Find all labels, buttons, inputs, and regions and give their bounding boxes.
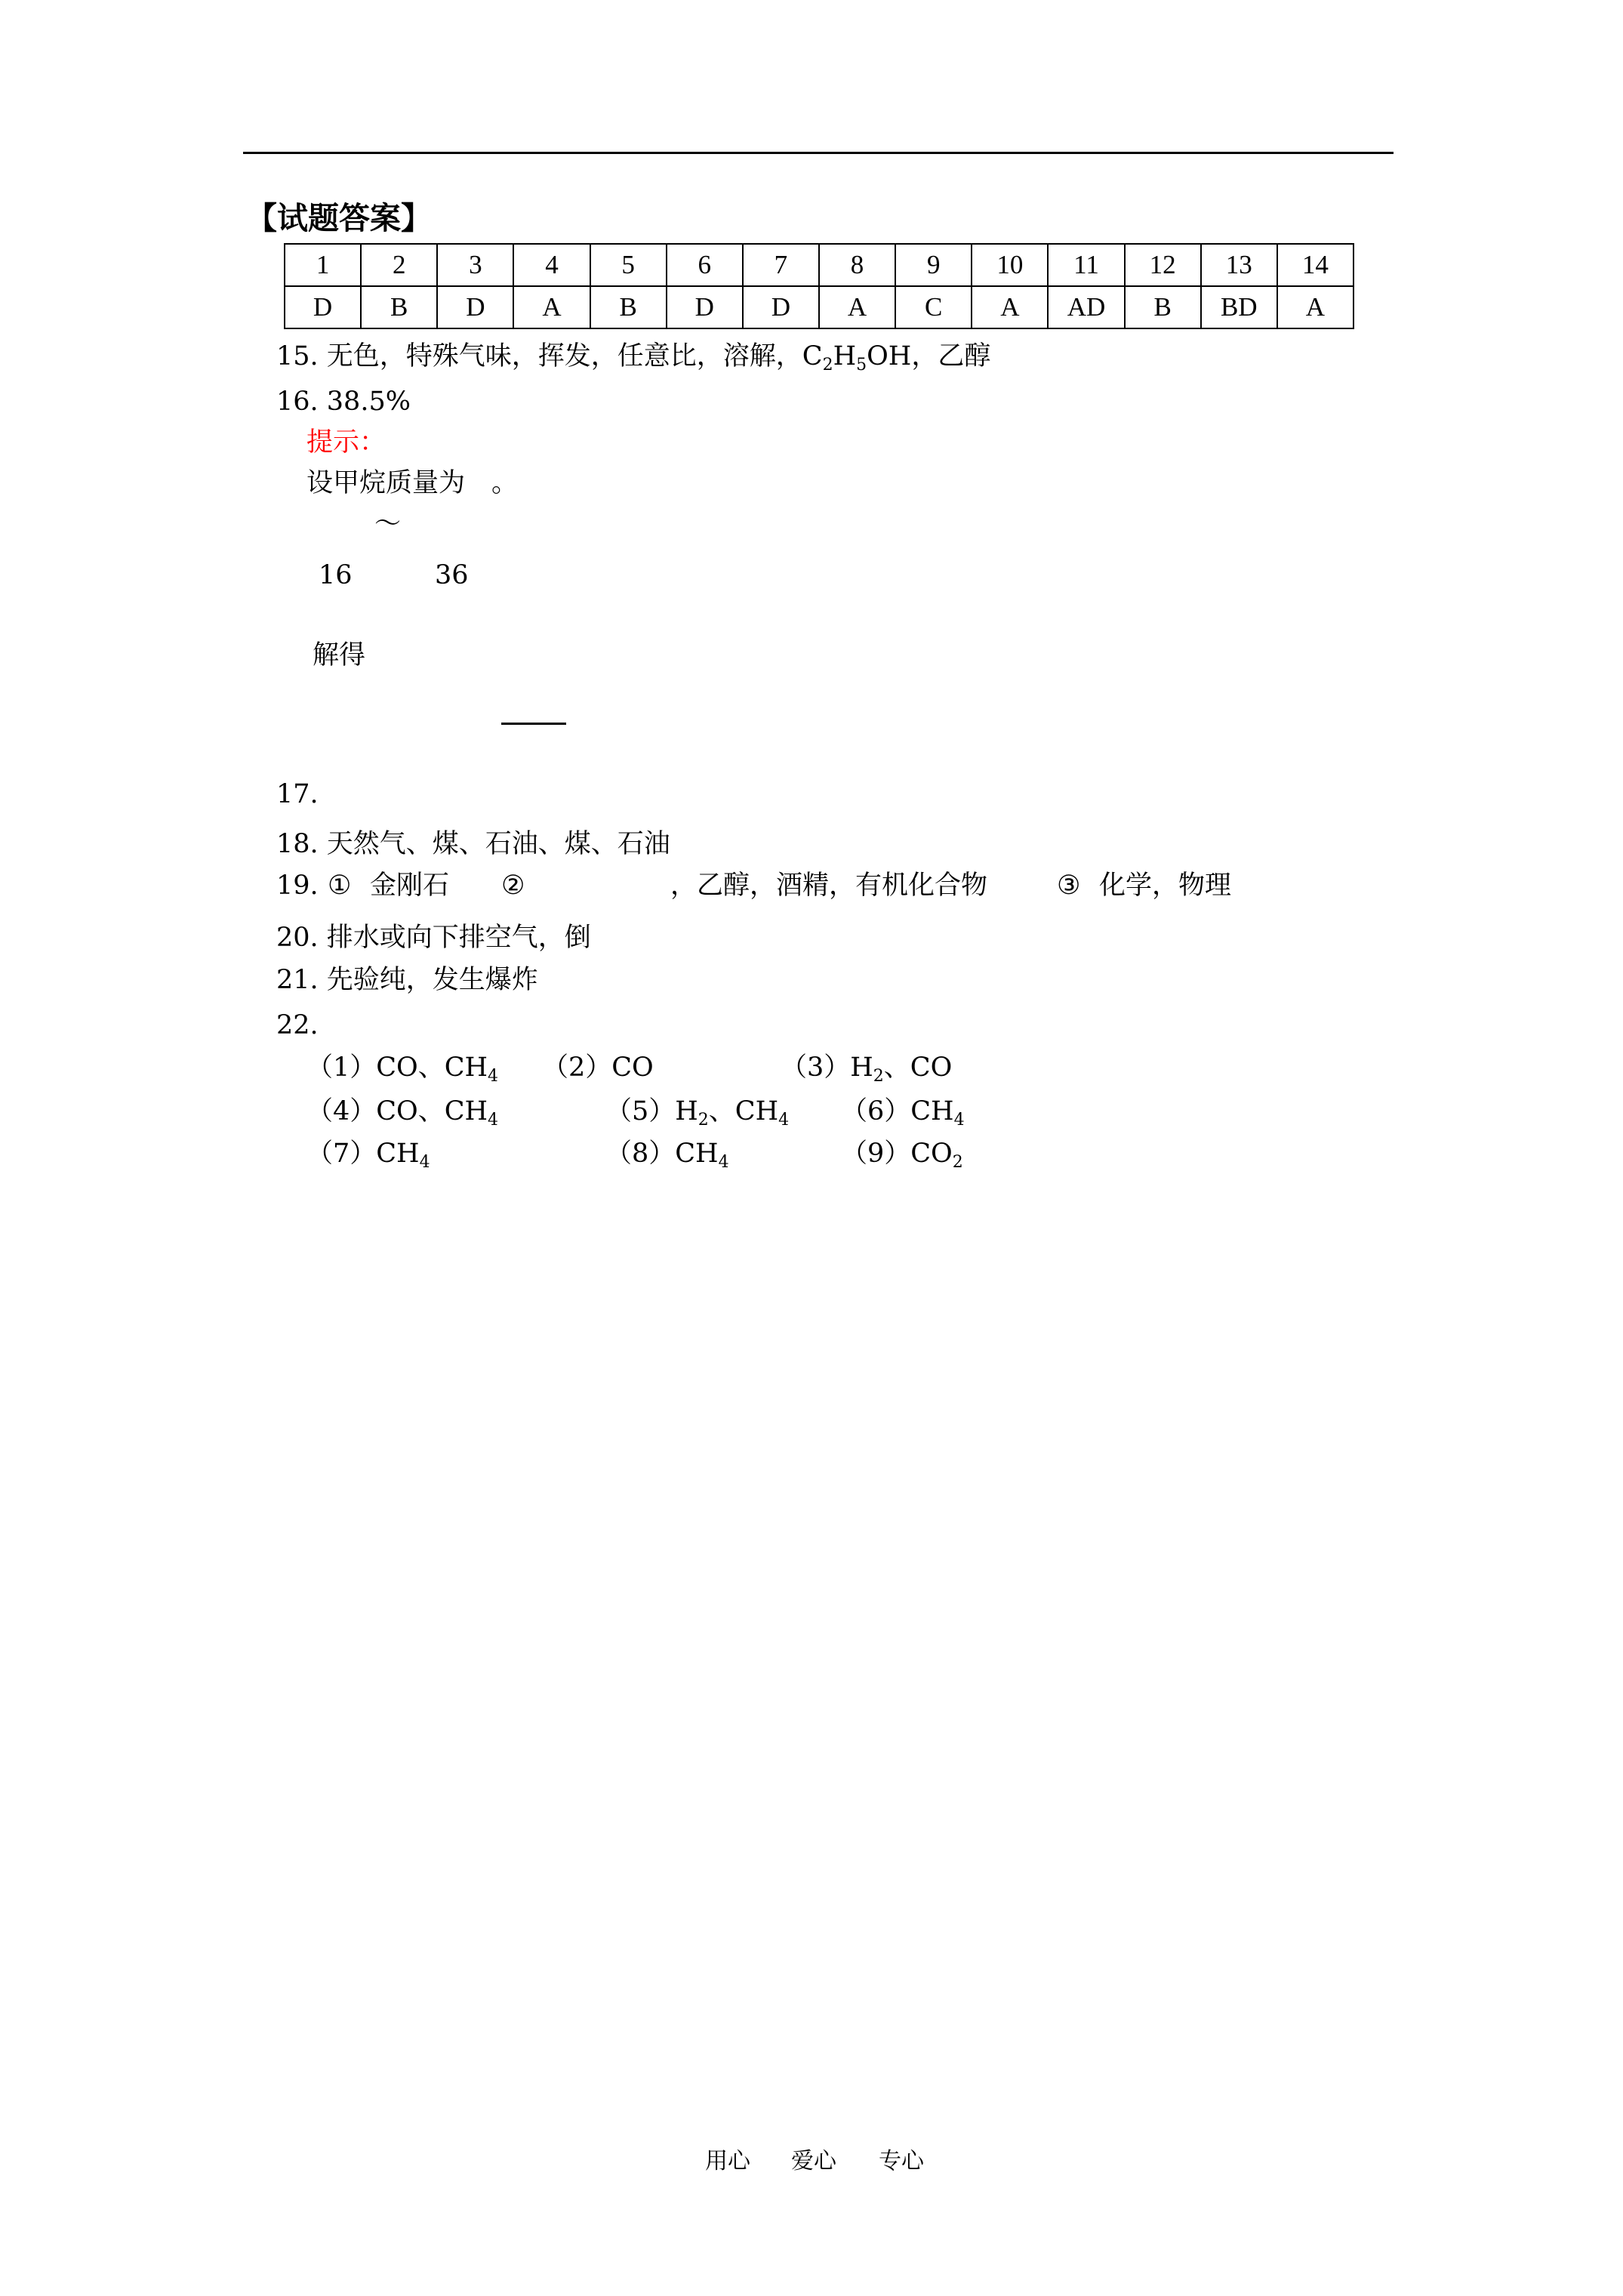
answer-22-item-6: $(6)CH_4$ bbox=[841, 1096, 965, 1130]
header-rule bbox=[243, 152, 1394, 154]
answer-cell: D bbox=[285, 286, 361, 328]
fraction-bar bbox=[501, 723, 566, 725]
answer-cell: B bbox=[361, 286, 437, 328]
answer-20: 20. 排水或向下排空气，倒 bbox=[276, 923, 591, 953]
question-number-cell: 11 bbox=[1048, 244, 1124, 286]
answer-cell: BD bbox=[1201, 286, 1277, 328]
answer-16: 16. 38.5% bbox=[276, 387, 411, 417]
question-number-cell: 10 bbox=[972, 244, 1048, 286]
question-number-cell: 1 bbox=[285, 244, 361, 286]
answer-18: 18. 天然气、煤、石油、煤、石油 bbox=[276, 829, 670, 859]
answer-22-item-1: （1）CO、$CH_4$ bbox=[306, 1052, 499, 1086]
answer-cell: D bbox=[667, 286, 743, 328]
answer-cell: A bbox=[819, 286, 895, 328]
question-number-cell: 8 bbox=[819, 244, 895, 286]
answer-19-circle-1: ① bbox=[328, 871, 352, 901]
answer-cell: C bbox=[895, 286, 972, 328]
footer-word-3: 专心 bbox=[879, 2148, 924, 2174]
question-number-cell: 6 bbox=[667, 244, 743, 286]
footer-word-1: 用心 bbox=[705, 2148, 750, 2174]
question-number-row bbox=[285, 244, 1354, 286]
question-number-cell: 14 bbox=[1277, 244, 1354, 286]
answer-cell: B bbox=[1125, 286, 1201, 328]
answer-15: 15. 无色，特殊气味，挥发，任意比，溶解，$C_2H_5OH$，乙醇 bbox=[276, 341, 991, 374]
answer-22-item-9: $(9)CO_2$ bbox=[841, 1139, 963, 1172]
solve-label: 解得 bbox=[313, 640, 366, 670]
answer-22-item-4: （4）CO、$CH_4$ bbox=[306, 1096, 499, 1130]
answer-19-number: 19. bbox=[276, 871, 319, 901]
answer-22-item-5: $(5)H_2$、$CH_4$ bbox=[605, 1096, 790, 1130]
answer-cell: AD bbox=[1048, 286, 1124, 328]
hint-line-1: 设甲烷质量为 。 bbox=[306, 468, 519, 498]
answer-22-item-7: $(7)CH_4$ bbox=[306, 1139, 430, 1172]
question-number-cell: 7 bbox=[743, 244, 819, 286]
answer-cell: A bbox=[972, 286, 1048, 328]
water-mass-value: 36 bbox=[435, 560, 469, 590]
molar-mass-value: 16 bbox=[319, 560, 353, 590]
answer-cell: D bbox=[743, 286, 819, 328]
footer-word-2: 爱心 bbox=[791, 2148, 836, 2174]
answer-row bbox=[285, 286, 1354, 328]
question-number-cell: 2 bbox=[361, 244, 437, 286]
answer-cell: D bbox=[437, 286, 513, 328]
answer-22-number: 22. bbox=[276, 1010, 319, 1040]
answer-cell: A bbox=[1277, 286, 1354, 328]
answer-cell: B bbox=[590, 286, 667, 328]
answers-heading: 【试题答案】 bbox=[246, 200, 432, 236]
question-number-cell: 5 bbox=[590, 244, 667, 286]
question-number-cell: 13 bbox=[1201, 244, 1277, 286]
answer-22-item-3: $(3)H_2$、CO bbox=[781, 1052, 953, 1086]
answer-17: 17. bbox=[276, 779, 319, 809]
proportion-tilde: ～ bbox=[374, 509, 402, 539]
question-number-cell: 3 bbox=[437, 244, 513, 286]
answer-table bbox=[284, 243, 1354, 329]
answer-19-circle-2: ② bbox=[501, 871, 525, 901]
answer-22-item-2: （2）CO bbox=[542, 1052, 654, 1083]
question-number-cell: 12 bbox=[1125, 244, 1201, 286]
answer-22-item-8: $(8)CH_4$ bbox=[605, 1139, 729, 1172]
answer-cell: A bbox=[513, 286, 590, 328]
answer-19-part-3: 化学，物理 bbox=[1099, 871, 1232, 901]
answer-19-circle-3: ③ bbox=[1057, 871, 1081, 901]
answer-19-part-2: ，乙醇，酒精，有机化合物 bbox=[670, 871, 988, 901]
hint-label: 提示： bbox=[306, 427, 387, 458]
answer-19-part-1: 金刚石 bbox=[370, 871, 450, 901]
question-number-cell: 9 bbox=[895, 244, 972, 286]
question-number-cell: 4 bbox=[513, 244, 590, 286]
answer-21: 21. 先验纯，发生爆炸 bbox=[276, 965, 538, 995]
